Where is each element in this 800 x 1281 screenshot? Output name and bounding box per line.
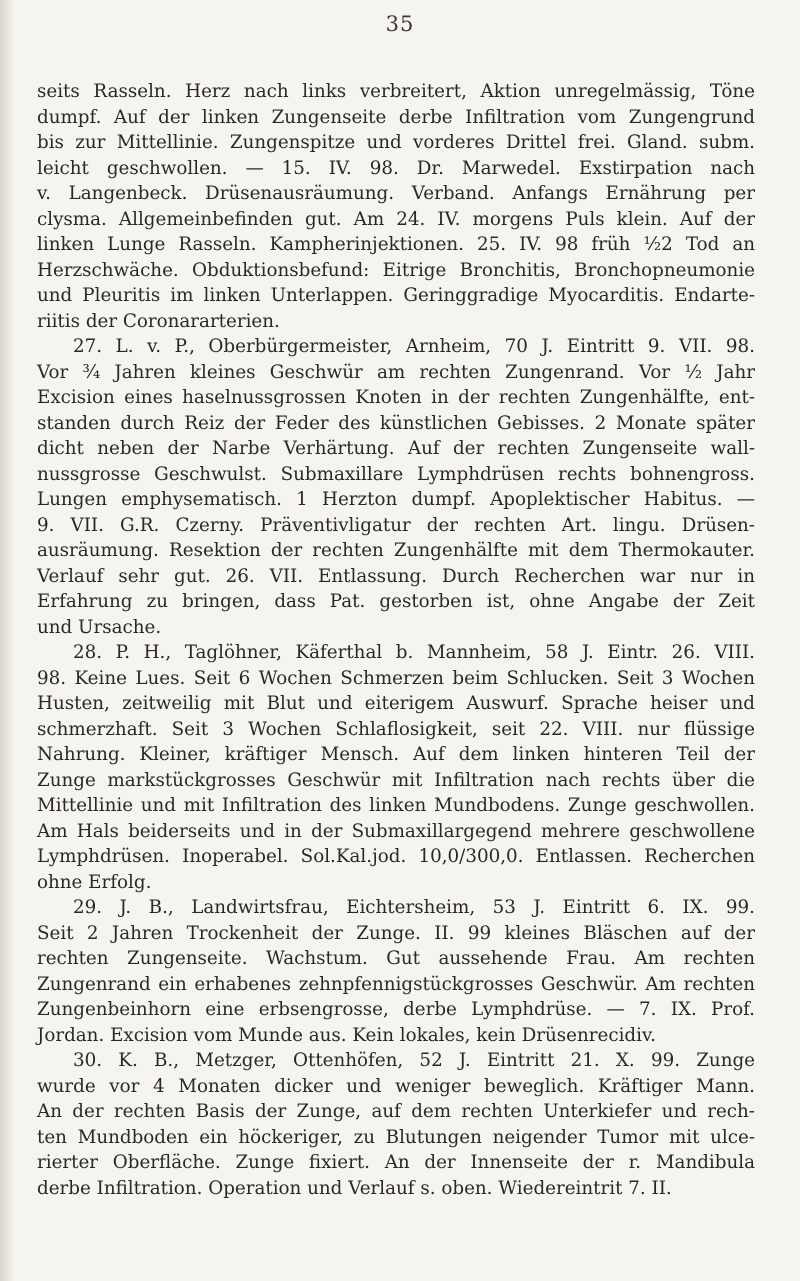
text-line: wurde vor 4 Monaten dicker und weniger beweglich. Kräftiger Mann.: [37, 1075, 755, 1097]
text-line: ausräumung. Resektion der rechten Zungenhälfte mit dem Thermokauter.: [37, 540, 755, 561]
text-line: seits Rasseln. Herz nach links verbreitert, Aktion unregelmässig, Töne: [37, 81, 755, 102]
text-line: clysma. Allgemeinbefinden gut. Am 24. IV. morgens Puls klein. Auf der: [37, 208, 755, 230]
text-line: Am Hals beiderseits und in der Submaxillargegend mehrere geschwollene: [37, 820, 755, 842]
case-29-heading-line: 29. J. B., Landwirtsfrau, Eichtersheim, 53 J. Eintritt 6. IX. 99.: [73, 897, 755, 918]
text-line: 98. Keine Lues. Seit 6 Wochen Schmerzen beim Schlucken. Seit 3 Wochen: [37, 667, 755, 689]
text-line: Seit 2 Jahren Trockenheit der Zunge. II. 99 kleines Bläschen auf der: [37, 922, 755, 944]
text-line: Mittellinie und mit Infiltration des linken Mundbodens. Zunge geschwollen.: [37, 795, 755, 816]
page-edge-shadow: [0, 0, 14, 1281]
text-line: bis zur Mittellinie. Zungenspitze und vorderes Drittel frei. Gland. subm.: [37, 132, 755, 153]
text-line: Zungenrand ein erhabenes zehnpfennigstückgrosses Geschwür. Am rechten: [37, 973, 755, 995]
text-line: ten Mundboden ein höckeriger, zu Blutungen neigender Tumor mit ulce-: [37, 1126, 755, 1148]
page-number: 35: [385, 12, 415, 36]
text-line: ohne Erfolg.: [37, 871, 152, 893]
text-line: dicht neben der Narbe Verhärtung. Auf der rechten Zungenseite wall-: [37, 438, 755, 459]
text-line: Husten, zeitweilig mit Blut und eiterigem Auswurf. Sprache heiser und: [37, 693, 755, 714]
text-line: v. Langenbeck. Drüsenausräumung. Verband. Anfangs Ernährung per: [37, 183, 755, 204]
text-line: Lungen emphysematisch. 1 Herzton dumpf. Apoplektischer Habitus. —: [37, 489, 755, 510]
text-line: Verlauf sehr gut. 26. VII. Entlassung. Durch Recherchen war nur in: [37, 565, 755, 587]
text-line: rechten Zungenseite. Wachstum. Gut aussehende Frau. Am rechten: [37, 948, 755, 969]
text-line: Zungenbeinhorn eine erbsengrosse, derbe Lymphdrüse. — 7. IX. Prof.: [37, 999, 755, 1020]
text-line: rierter Oberfläche. Zunge fixiert. An der Innenseite der r. Mandibula: [37, 1152, 755, 1173]
text-line: nussgrosse Geschwulst. Submaxillare Lymphdrüsen rechts bohnengross.: [37, 463, 755, 485]
text-line: und Ursache.: [37, 616, 162, 638]
text-line: linken Lunge Rasseln. Kampherinjektionen. 25. IV. 98 früh ½2 Tod an: [37, 234, 755, 255]
text-line: derbe Infiltration. Operation und Verlauf s. oben. Wiedereintrit 7. II.: [37, 1177, 672, 1199]
text-line: Vor ¾ Jahren kleines Geschwür am rechten Zungenrand. Vor ½ Jahr: [37, 361, 755, 383]
case-27-heading-line: 27. L. v. P., Oberbürgermeister, Arnheim, 70 J. Eintritt 9. VII. 98.: [73, 336, 755, 357]
text-line: standen durch Reiz der Feder des künstlichen Gebisses. 2 Monate später: [37, 412, 755, 434]
text-line: leicht geschwollen. — 15. IV. 98. Dr. Marwedel. Exstirpation nach: [37, 157, 755, 179]
body-text: [37, 79, 755, 1201]
text-line: Erfahrung zu bringen, dass Pat. gestorben ist, ohne Angabe der Zeit: [37, 591, 755, 612]
text-line: Lymphdrüsen. Inoperabel. Sol.Kal.jod. 10,0/300,0. Entlassen. Recherchen: [37, 846, 755, 867]
text-line: An der rechten Basis der Zunge, auf dem rechten Unterkiefer und rech-: [37, 1101, 755, 1122]
text-line: Nahrung. Kleiner, kräftiger Mensch. Auf dem linken hinteren Teil der: [37, 744, 755, 765]
case-30-heading-line: 30. K. B., Metzger, Ottenhöfen, 52 J. Eintritt 21. X. 99. Zunge: [73, 1050, 755, 1071]
text-line: schmerzhaft. Seit 3 Wochen Schlaflosigkeit, seit 22. VIII. nur flüssige: [37, 718, 755, 740]
text-line: Zunge markstückgrosses Geschwür mit Infiltration nach rechts über die: [37, 769, 755, 791]
text-line: Jordan. Excision vom Munde aus. Kein lokales, kein Drüsenrecidiv.: [37, 1024, 656, 1046]
text-line: dumpf. Auf der linken Zungenseite derbe Infiltration vom Zungengrund: [37, 106, 755, 128]
case-28-heading-line: 28. P. H., Taglöhner, Käferthal b. Mannheim, 58 J. Eintr. 26. VIII.: [73, 642, 755, 663]
text-line: Herzschwäche. Obduktionsbefund: Eitrige Bronchitis, Bronchopneumonie: [37, 259, 755, 281]
text-line: und Pleuritis im linken Unterlappen. Geringgradige Myocarditis. Endarte-: [37, 285, 755, 306]
text-line: 9. VII. G.R. Czerny. Präventivligatur der rechten Art. lingu. Drüsen-: [37, 514, 755, 536]
text-line: riitis der Coronararterien.: [37, 310, 280, 332]
text-line: Excision eines haselnussgrossen Knoten in der rechten Zungenhälfte, ent-: [37, 387, 755, 408]
